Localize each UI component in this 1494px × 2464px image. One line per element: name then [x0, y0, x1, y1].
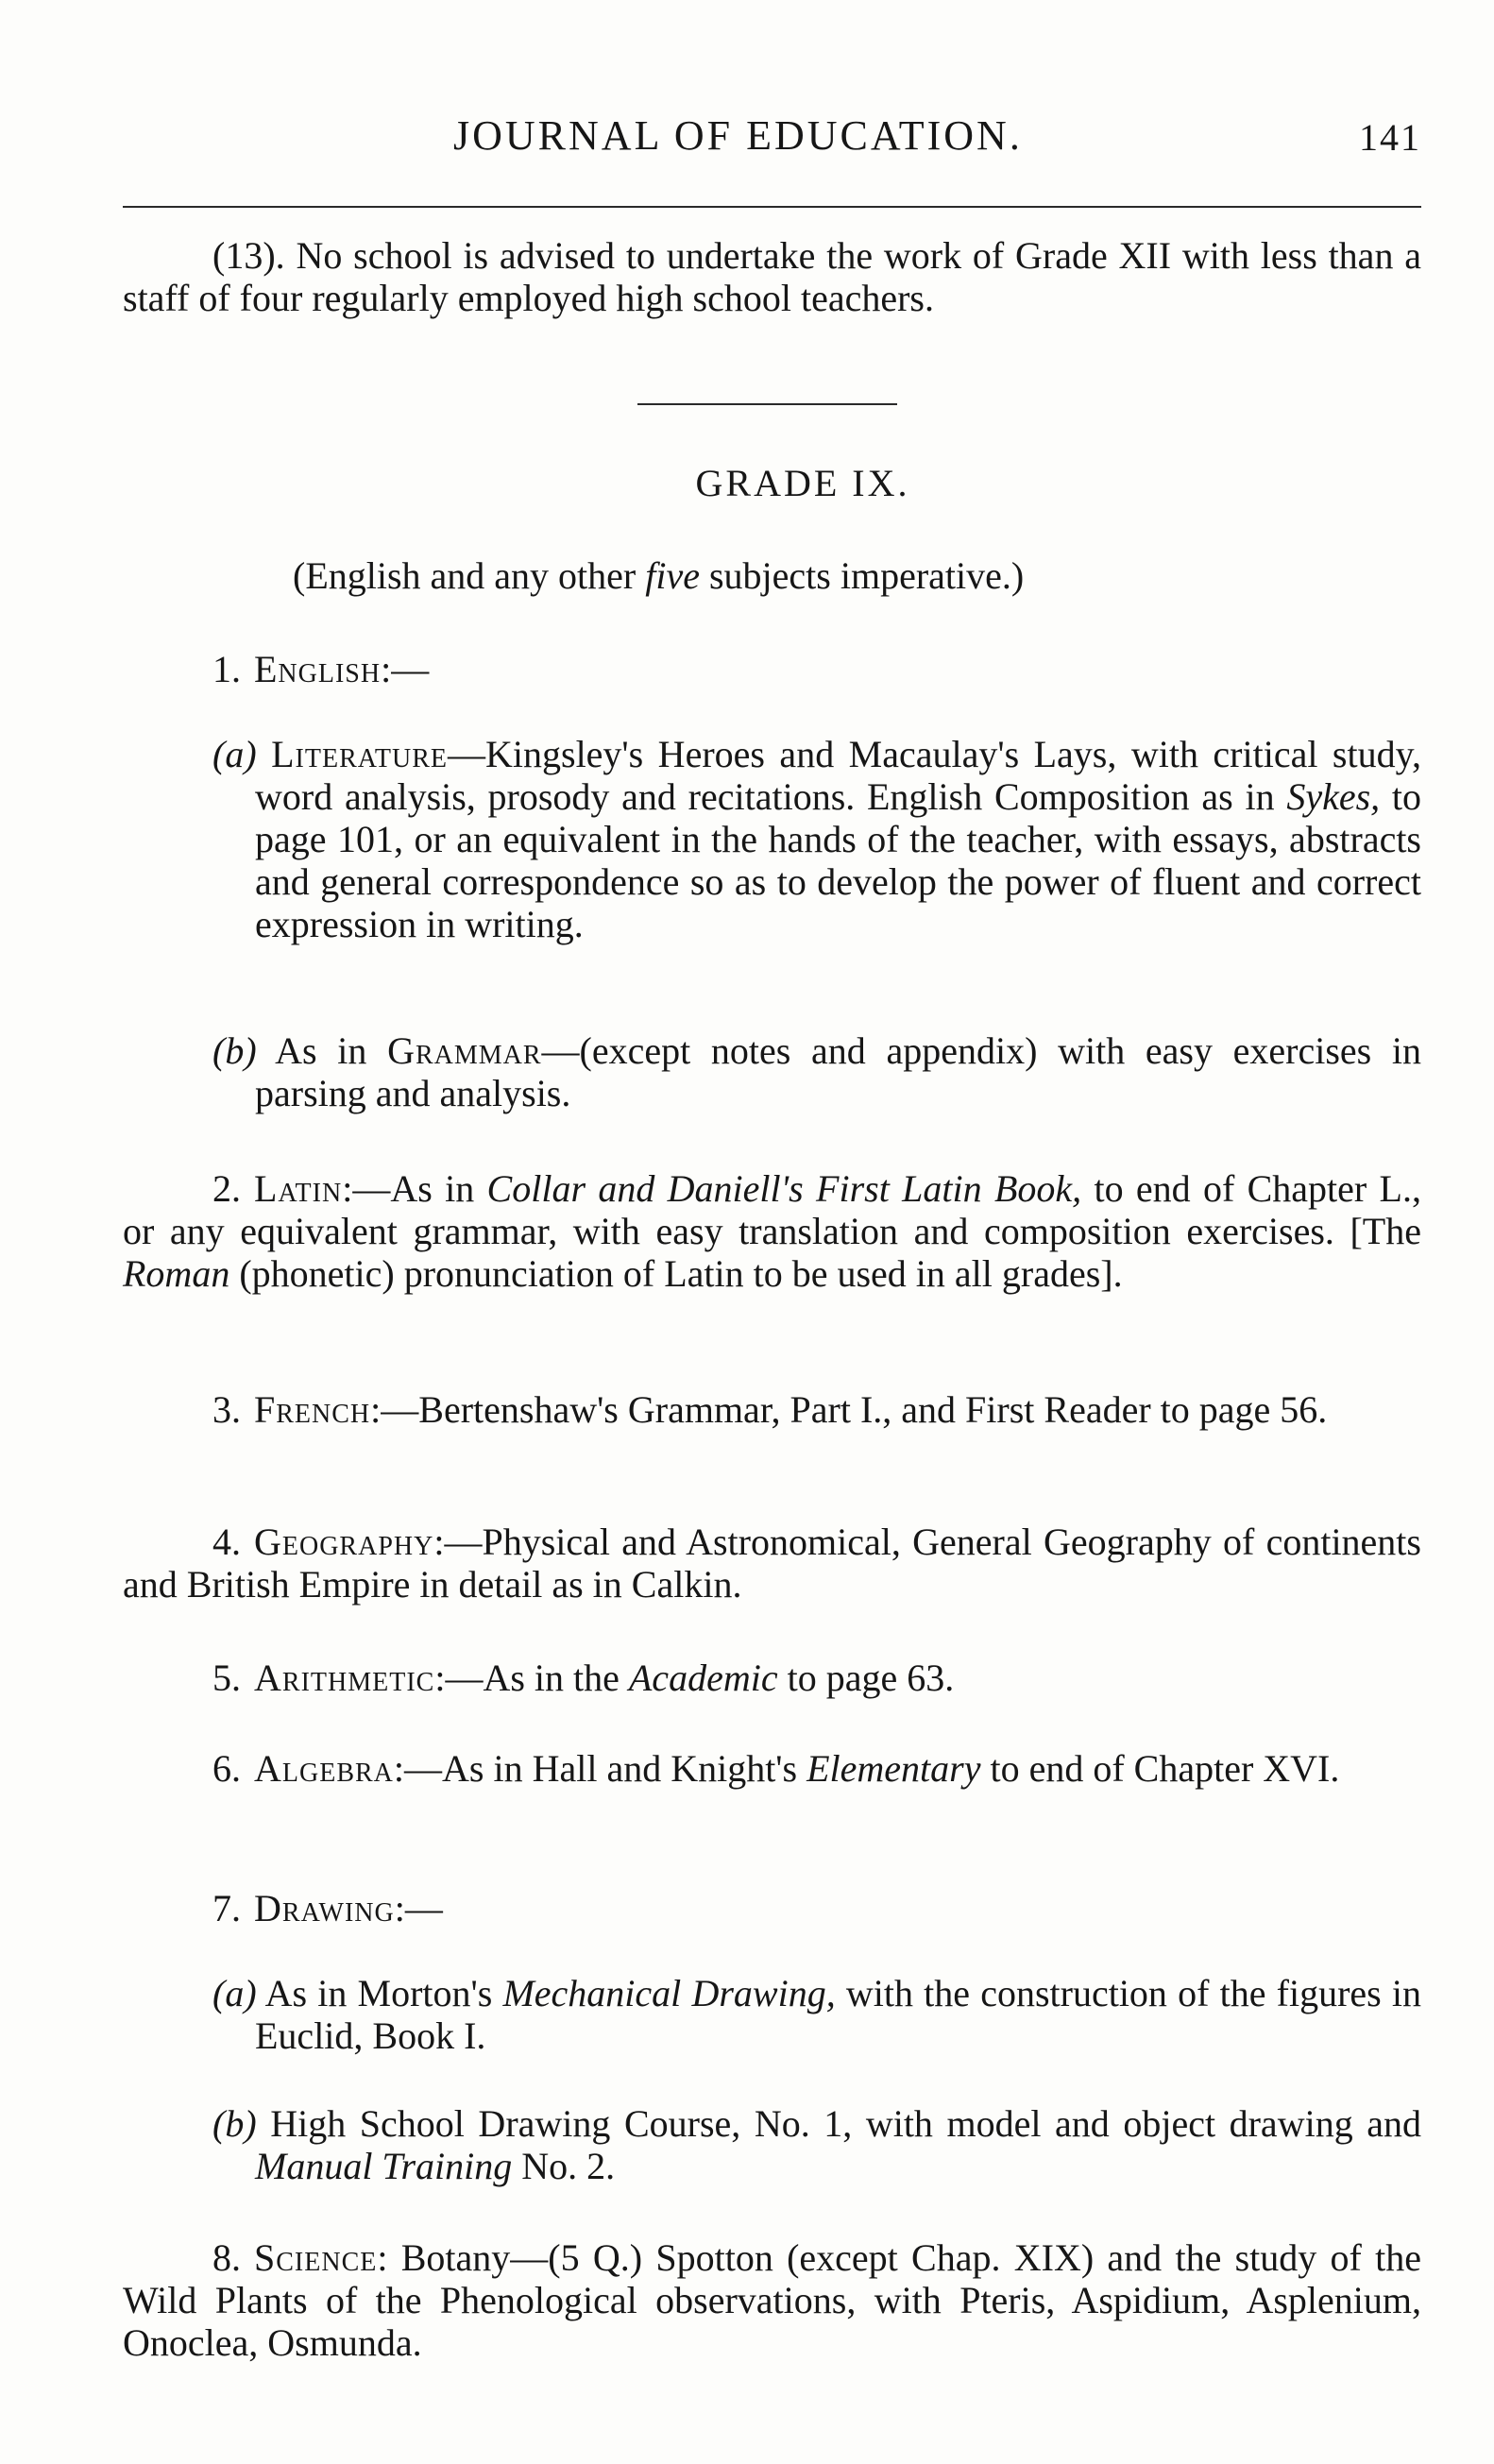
- page-number: 141: [1359, 116, 1421, 159]
- drawing-b-italic: Manual Training: [255, 2145, 513, 2187]
- english-a-text1: —Kingsley's Heroes and Macaulay's Lays, with critical study, word analysis, prosody and recitations. English Composition as in: [255, 733, 1422, 818]
- english-b-text2: —(except notes and appendix) with easy exercises in parsing and analysis.: [255, 1029, 1422, 1114]
- journal-title: JOURNAL OF EDUCATION.: [453, 112, 1023, 159]
- latin-paragraph: [123, 1167, 1421, 1295]
- latin-text3: (phonetic) pronunciation of Latin to be used in all grades].: [229, 1252, 1123, 1295]
- drawing-label: Drawing: [254, 1887, 395, 1929]
- english-b-text1: As in: [275, 1029, 388, 1072]
- latin-italic2: Roman: [123, 1252, 230, 1295]
- latin-text1: :—As in: [342, 1167, 487, 1210]
- drawing-a-text2: with the construction of the figures in Euclid, Book I.: [255, 1972, 1421, 2057]
- grade-sub-italic: five: [645, 554, 700, 597]
- grade-sub-before: (English and any other: [293, 554, 646, 597]
- science-number: 8.: [212, 2236, 241, 2279]
- english-b-marker: (b): [212, 1029, 257, 1072]
- algebra-text2: to end of Chapter XVI.: [980, 1747, 1340, 1790]
- french-paragraph: [123, 1388, 1421, 1431]
- arithmetic-text2: to page 63.: [777, 1657, 955, 1699]
- french-number: 3.: [212, 1388, 241, 1431]
- arithmetic-italic: Academic: [628, 1657, 778, 1699]
- science-text: : Botany—(5 Q.) Spotton (except Chap. XIX) and the study of the Wild Plants of the Phenological observations, with Pteris, Aspidium, Asplenium, Onoclea, Osmunda.: [123, 2236, 1421, 2364]
- drawing-a-text1: As in Morton's: [264, 1972, 503, 2014]
- arithmetic-number: 5.: [212, 1657, 241, 1699]
- intro-paragraph: [123, 234, 1421, 319]
- english-number: 1.: [212, 648, 241, 690]
- latin-text2: to end of Chapter L., or any equivalent grammar, with easy translation and composition exercises. [The: [123, 1167, 1421, 1252]
- algebra-label: Algebra: [254, 1747, 394, 1790]
- grade-subtitle: [293, 553, 1024, 598]
- drawing-a-marker: (a): [212, 1972, 257, 2014]
- algebra-paragraph: [123, 1747, 1421, 1790]
- drawing-b-text1: High School Drawing Course, No. 1, with model and object drawing and: [270, 2102, 1421, 2145]
- grade-sub-after: subjects imperative.): [699, 554, 1025, 597]
- drawing-heading: [123, 1887, 1421, 1929]
- algebra-italic: Elementary: [806, 1747, 981, 1790]
- drawing-suffix: :—: [394, 1887, 443, 1929]
- drawing-number: 7.: [212, 1887, 241, 1929]
- latin-italic1: Collar and Daniell's First Latin Book,: [486, 1167, 1082, 1210]
- drawing-b-text2: No. 2.: [512, 2145, 616, 2187]
- english-label: English: [254, 648, 382, 690]
- english-heading: [123, 648, 1421, 690]
- drawing-b-paragraph: [123, 2102, 1421, 2187]
- literature-label: Literature: [271, 733, 448, 775]
- drawing-a-paragraph: [123, 1972, 1421, 2057]
- geography-number: 4.: [212, 1521, 241, 1563]
- arithmetic-paragraph: [123, 1657, 1421, 1699]
- geography-paragraph: [123, 1521, 1421, 1606]
- arithmetic-text1: :—As in the: [434, 1657, 629, 1699]
- english-a-text2: to page 101, or an equivalent in the hands of the teacher, with essays, abstracts and general correspondence so as to develop the power of fluent and correct expression in writing.: [255, 775, 1421, 945]
- intro-text: (13). No school is advised to undertake the work of Grade XII with less than a staff of four regularly employed high school teachers.: [123, 234, 1421, 319]
- english-a-italic: Sykes,: [1286, 775, 1381, 818]
- science-paragraph: [123, 2236, 1421, 2364]
- header-rule: [123, 206, 1421, 208]
- section-divider: [637, 403, 897, 405]
- latin-number: 2.: [212, 1167, 241, 1210]
- geography-text: :—Physical and Astronomical, General Geography of continents and British Empire in detail as in Calkin.: [123, 1521, 1421, 1606]
- english-a-marker: (a): [212, 733, 257, 775]
- geography-label: Geography: [254, 1521, 434, 1563]
- arithmetic-label: Arithmetic: [254, 1657, 435, 1699]
- science-label: Science: [254, 2236, 378, 2279]
- running-head: [123, 111, 1421, 168]
- drawing-a-italic: Mechanical Drawing,: [502, 1972, 836, 2014]
- french-label: French: [254, 1388, 371, 1431]
- algebra-number: 6.: [212, 1747, 241, 1790]
- english-literature-paragraph: [123, 733, 1421, 945]
- latin-label: Latin: [254, 1167, 343, 1210]
- french-text: :—Bertenshaw's Grammar, Part I., and First Reader to page 56.: [370, 1388, 1328, 1431]
- drawing-b-marker: (b): [212, 2102, 257, 2145]
- english-suffix: :—: [381, 648, 430, 690]
- english-grammar-paragraph: [123, 1029, 1421, 1114]
- grade-heading: GRADE IX.: [695, 462, 910, 504]
- algebra-text1: :—As in Hall and Knight's: [393, 1747, 807, 1790]
- grammar-label: Grammar: [387, 1029, 542, 1072]
